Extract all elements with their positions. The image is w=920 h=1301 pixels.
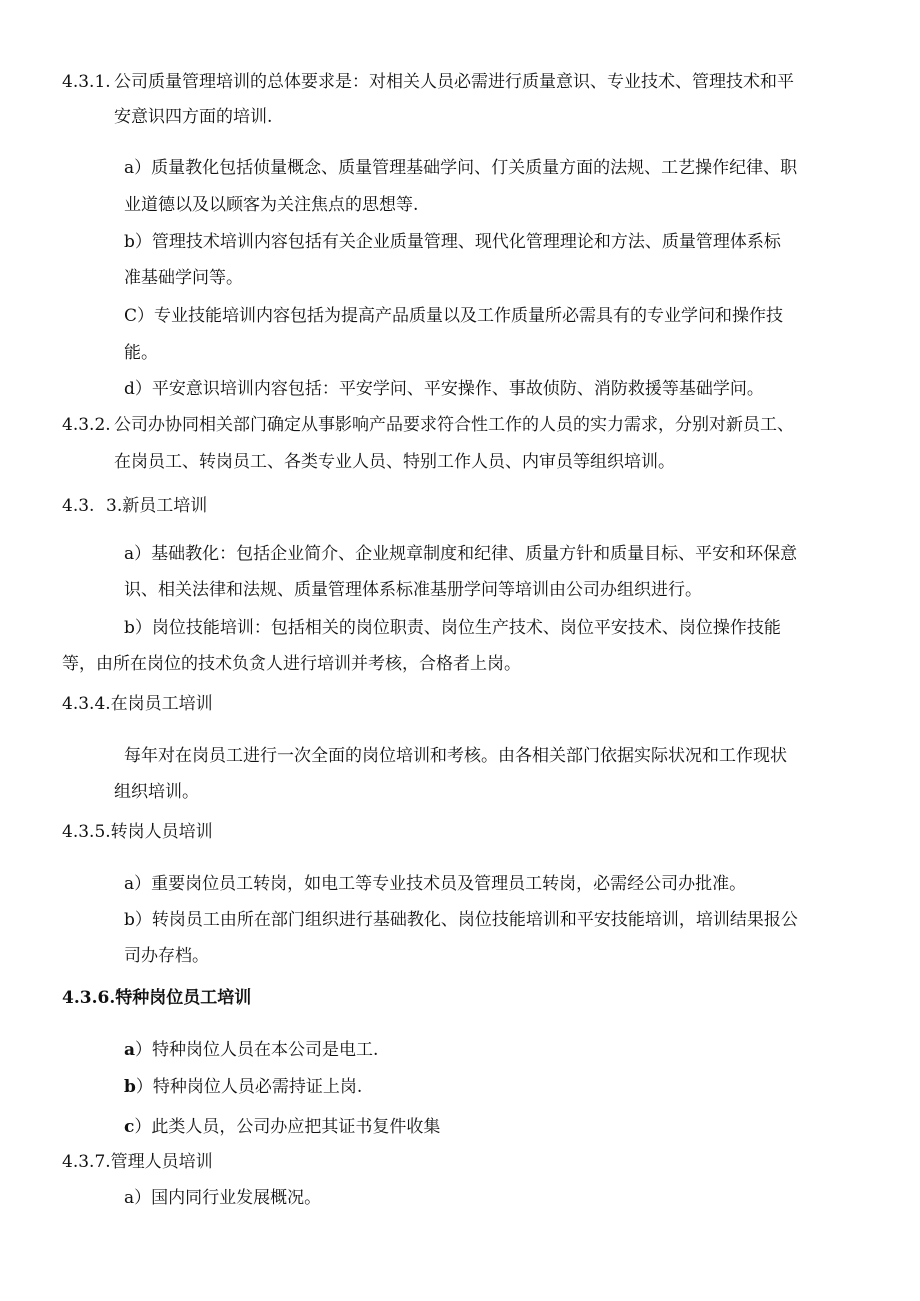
list-text: ）特种岗位人员在本公司是电工.: [135, 1040, 379, 1060]
list-item-c-cont: 能。: [124, 343, 158, 363]
list-item-b: b）岗位技能培训：包括相关的岗位职责、岗位生产技术、岗位平安技术、岗位操作技能: [124, 618, 781, 638]
paragraph-line: 安意识四方面的培训.: [114, 107, 273, 127]
list-text: ）此类人员，公司办应把其证书复件收集: [134, 1117, 441, 1137]
section-number: 4.3.1.: [62, 72, 111, 92]
section-number: 4.3.: [62, 496, 95, 516]
list-item-b-cont: 准基础学问等。: [124, 268, 243, 288]
list-item-b: b）管理技术培训内容包括有关企业质量管理、现代化管理理论和方法、质量管理体系标: [124, 232, 781, 252]
list-text: ）特种岗位人员必需持证上岗.: [135, 1077, 363, 1097]
list-item-a-cont: 识、相关法律和法规、质量管理体系标准基册学问等培训由公司办组织进行。: [124, 580, 702, 600]
section-4-3-6-heading: 4.3.6.特种岗位员工培训: [62, 988, 252, 1008]
paragraph-text: 公司办协同相关部门确定从事影响产品要求符合性工作的人员的实力需求，分别对新员工、: [114, 415, 794, 435]
section-4-3-7-heading: 4.3.7.管理人员培训: [62, 1152, 213, 1172]
list-item-d: d）平安意识培训内容包括：平安学问、平安操作、事故侦防、消防救援等基础学问。: [124, 379, 764, 399]
list-label: b: [124, 1077, 136, 1097]
list-item-a: a）国内同行业发展概况。: [124, 1188, 322, 1208]
list-item-b: b）转岗员工由所在部门组织进行基础教化、岗位技能培训和平安技能培训，培训结果报公: [124, 910, 798, 930]
list-item-b-cont: 等，由所在岗位的技术负贪人进行培训并考核，合格者上岗。: [62, 654, 521, 674]
list-item-a: a）质量教化包括侦量概念、质量管理基础学问、仃关质量方面的法规、工艺操作纪律、职: [124, 158, 798, 178]
list-item-c: [124, 1115, 440, 1139]
list-item-a: a）基础教化：包括企业简介、企业规章制度和纪律、质量方针和质量目标、平安和环保意: [124, 544, 798, 564]
list-label: c: [124, 1117, 135, 1137]
paragraph-text: 公司质量管理培训的总体要求是：对相关人员必需进行质量意识、专业技术、管理技术和平: [114, 72, 794, 92]
section-4-3-5-heading: 4.3.5.转岗人员培训: [62, 822, 213, 842]
section-4-3-2-heading: [62, 413, 794, 437]
paragraph-line: 在岗员工、转岗员工、各类专业人员、特别工作人员、内审员等组织培训。: [114, 452, 675, 472]
section-number: 4.3.2.: [62, 415, 111, 435]
section-4-3-3-heading: [62, 494, 207, 518]
section-title: 3.新员工培训: [106, 496, 208, 516]
list-label: a: [124, 1040, 136, 1060]
list-item-c: C）专业技能培训内容包括为提高产品质量以及工作质量所必需具有的专业学问和操作技: [124, 306, 784, 326]
list-item-a: a）重要岗位员工转岗，如电工等专业技术员及管理员工转岗，必需经公司办批准。: [124, 874, 747, 894]
paragraph-line: 组织培训。: [114, 782, 199, 802]
section-4-3-1-heading: [62, 70, 794, 94]
list-item-a: [124, 1038, 378, 1062]
section-4-3-4-heading: 4.3.4.在岗员工培训: [62, 694, 213, 714]
list-item-b-cont: 司办存档。: [124, 946, 209, 966]
list-item-b: [124, 1075, 362, 1099]
paragraph-line: 每年对在岗员工进行一次全面的岗位培训和考核。由各相关部门依据实际状况和工作现状: [124, 746, 787, 766]
list-item-a-cont: 业道德以及以顾客为关注焦点的思想等.: [124, 195, 419, 215]
